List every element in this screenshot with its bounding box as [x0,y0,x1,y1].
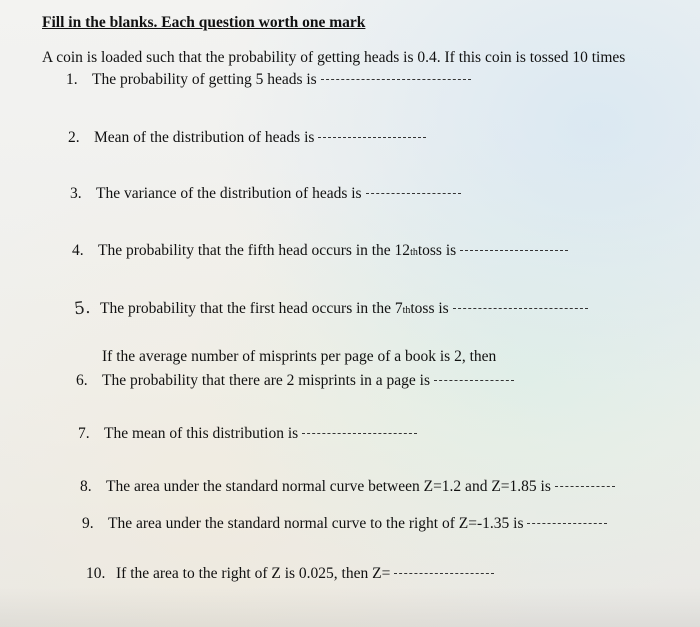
answer-blank[interactable] [555,485,615,487]
worksheet-heading: Fill in the blanks. Each question worth one mark [42,14,366,31]
question-number: 7. [78,425,90,442]
question-7 [78,425,417,443]
question-number: 10. [86,565,106,582]
question-text: The area under the standard normal curve between Z=1.2 and Z=1.85 is [106,478,551,495]
coin-intro: A coin is loaded such that the probability of getting heads is 0.4. If this coin is tossed 10 times [42,49,626,66]
question-6 [76,372,514,390]
question-text-tail: toss is [410,300,449,317]
question-10 [86,565,494,583]
question-text: The probability that there are 2 misprints in a page is [102,372,430,389]
question-text-tail: toss is [417,242,457,259]
question-8 [80,478,615,496]
answer-blank[interactable] [394,572,494,574]
question-text: The probability of getting 5 heads is [92,71,317,88]
answer-blank[interactable] [321,78,471,80]
question-number: 8. [80,478,92,495]
question-text: The probability that the fifth head occurs in the 12 [98,242,411,259]
question-number: 6. [76,372,88,389]
question-text: The mean of this distribution is [104,425,299,442]
question-5: 5. The probability that the first head occurs in the 7 th toss is [74,298,588,318]
answer-blank[interactable] [453,307,588,309]
question-number: 9. [82,515,94,532]
question-text: The variance of the distribution of heads is [96,185,362,202]
misprints-intro: If the average number of misprints per page of a book is 2, then [102,348,497,365]
answer-blank[interactable] [318,136,426,138]
paper-shadow [0,587,700,627]
question-text: The probability that the first head occurs in the 7 [100,300,403,317]
question-4: 4. The probability that the fifth head occurs in the 12 th toss is [72,242,568,260]
answer-blank[interactable] [460,249,568,251]
question-number: 2. [68,129,80,146]
question-text: If the area to the right of Z is 0.025, then Z= [116,565,391,582]
question-number: 4. [72,242,84,259]
question-1 [66,71,471,89]
question-2 [68,129,426,147]
question-number: 1. [66,71,78,88]
answer-blank[interactable] [527,522,607,524]
question-number: 3. [70,185,82,202]
answer-blank[interactable] [366,192,461,194]
question-number: 5. [73,297,92,320]
answer-blank[interactable] [302,432,417,434]
question-text: The area under the standard normal curve to the right of Z=-1.35 is [108,515,524,532]
answer-blank[interactable] [434,379,514,381]
question-9 [82,515,607,533]
question-3 [70,185,461,203]
question-text: Mean of the distribution of heads is [94,129,315,146]
